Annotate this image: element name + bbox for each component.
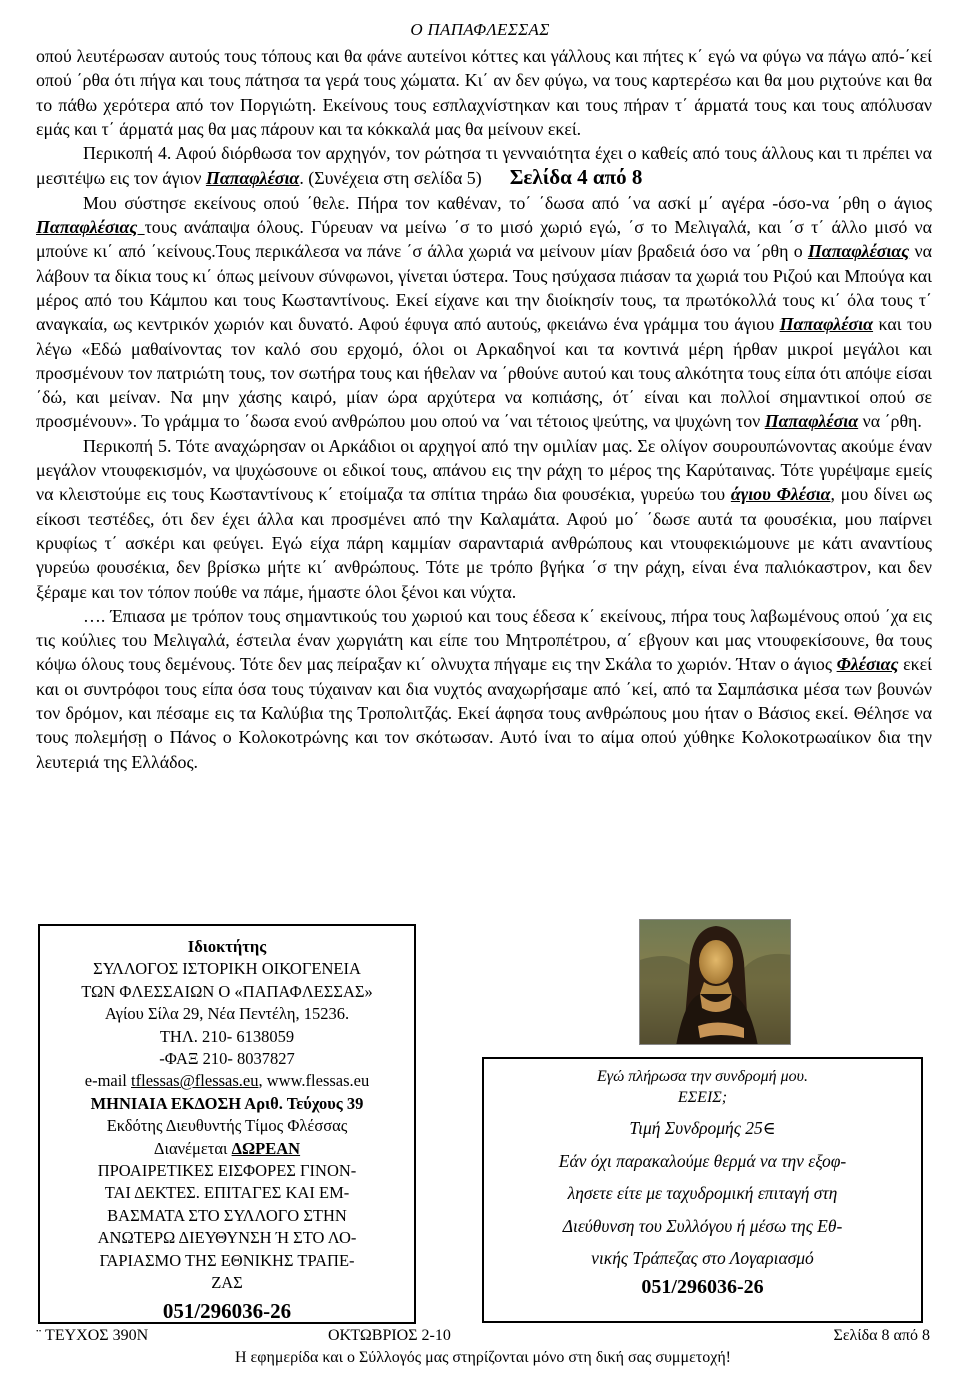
email-separator: , — [258, 1071, 267, 1091]
paragraph-4-text-a: Περικοπή 5. Τότε αναχώρησαν οι Αρκάδιοι οι αρχηγοί από την ομιλίαν μας. Σε ολίγον σουρουπώνοντας ακούμε έναν μεγάλον ντουφεκισμόν, να ψυχώσουνε οι εδικοί τους, απάνου εις την ράχη το μέρος της Καρύταινας. Τότε γυρέψαμε εμείς να κλειστούμε εις τους Κωσταντίνους κ΄ ετοίμαζα τα σπίτια τηράω δια φουσέκια, γυρεύω του — [36, 435, 932, 505]
publisher-line: Εκδότης Διευθυντής Τίμος Φλέσσας — [106, 1116, 348, 1136]
paragraph-5-text-b: εκεί και οι συντρόφοι τους είπα όσα τους τύχαιναν και δια νυχτός αναχωρήσαμε από ΄κεί, από τα Σαμπάσικα μέσα των βουνών τον δρόμον, και πέσαμε εις τα Καλύβια της Τροπολιτζάς. Εκεί άφησα τους ανθρώπους μου ήταν ο Βάσιος εκεί. Θέλησε να τους πολεμήσῃ ο Πάνος ο Κολοκοτρώνης και τον σκότωσαν. Αυτό ίναι το αίμα οπού χύθηκε Κολοκοτρωαίικον δια την λευτεριά της Ελλάδος. — [36, 654, 932, 772]
subscription-line-6: Διεύθυνση του Συλλόγου ή μέσω της Εθ- — [562, 1215, 843, 1236]
owner-line-11: ΤΑΙ ΔΕΚΤΕΣ. ΕΠΙΤΑΓΕΣ ΚΑΙ ΕΜ- — [104, 1183, 350, 1203]
distribution-text: Διανέμεται — [153, 1138, 232, 1158]
owner-line-2: ΤΩΝ ΦΛΕΣΣΑΙΩΝ Ο «ΠΑΠΑΦΛΕΣΣΑΣ» — [81, 981, 373, 1001]
paragraph-3-text-e: να ΄ρθη. — [858, 411, 922, 432]
subscription-line-1: Εγώ πλήρωσα την συνδρομή μου. — [597, 1068, 808, 1085]
paragraph-4 — [36, 434, 932, 604]
subscription-line-4: Εάν όχι παρακαλούμε θερμά να την εξοφ- — [558, 1150, 847, 1171]
papaflesia-link-3[interactable]: Παπαφλέσια — [779, 314, 874, 335]
continued-page-label: Σελίδα 4 από 8 — [509, 165, 643, 190]
subscription-bank-account: 051/296036-26 — [641, 1275, 764, 1298]
owner-line-13: ΑΝΩΤΕΡΩ ΔΙΕΥΘΥΝΣΗ Ή ΣΤΟ ΛΟ- — [97, 1228, 357, 1248]
owner-line-10: ΠΡΟΑΙΡΕΤΙΚΕΣ ΕΙΣΦΟΡΕΣ ΓΙΝΟΝ- — [97, 1161, 357, 1181]
paragraph-3-text-b: τους ανάπαψα όλους. Γύρευαν να μείνω ΄σ το μισό χωριό εγώ, ΄σ το Μελιγαλά, και ΄σ τ΄ άλλο μισό να μπούνε κι΄ από ΄κείνους.Τους περικάλεσα να πάνε ΄σ άλλα χωριά να μείνουν μίαν βραδειά όσο να ΄ρθη ο — [36, 217, 932, 262]
owner-contact — [40, 1070, 414, 1092]
papaflesia-link[interactable]: Παπαφλέσια — [205, 168, 300, 189]
flesias-link[interactable]: Φλέσιας — [836, 654, 899, 675]
papaflesia-link-4[interactable]: Παπαφλέσια — [764, 411, 859, 432]
owner-phone: ΤΗΛ. 210- 6138059 — [159, 1026, 295, 1046]
paragraph-3-text-d: και του λέγω «Εδώ μαθαίνοντας τον καλό σου ερχομό, όλοι οι Αρκαδηνοί και τα κοντινά μέρη ήρθαν μικροί μεγάλοι και προσμένουν τον πατριώτη τους, τον σωτήρα τους και ήθελαν να ΄ρθούνε αυτού και τους αλκότητα τους είπα ότι απόψε είσαι ΄δώ, και μείναν. Να μην χάσης καιρό, μίαν ώρα αρχύτερα να κοπιάσης, ότ΄ είναι και πολλοί σημαντικοί οπού σε προσμένουν». Το γράμμα το ΄δωσα ενού ανθρώπου μου οπού να ΄ναι τέτοιος ψεύτης, να ψυχώνη τον — [36, 314, 932, 432]
email-prefix: e-mail — [84, 1071, 132, 1091]
owner-line-15: ΖΑΣ — [211, 1273, 243, 1293]
monthly-edition: ΜΗΝΙΑΙΑ ΕΚΔΟΣΗ Αριθ. Τεύχους 39 — [90, 1093, 364, 1113]
paragraph-5 — [36, 604, 932, 774]
footer-issue: ¨ ΤΕΥΧΟΣ 390Ν — [36, 1327, 149, 1344]
paragraph-3-text-c: να λάβουν τα δίκια τους κι΄ όπως μείνουν σύνφωνοι, γίνεται ύστερα. Τους ησύχασα πιάσαν τα χωριά του Ριζού και Μπούγα και μέρος από του Κάμπου και τους Κωσταντίνους. Εκεί είχανε και την διοίκησίν τους, τα πρωτόκολλά τους κι΄ όλα τους τ΄ αναγκαία, ως κεντρικόν χωριόν και δυνατό. Αφού έφυγα από αυτούς, φκειάνω ένα γράμμα του άγιου — [36, 241, 932, 335]
paragraph-5-text-a: …. Έπιασα με τρόπον τους σημαντικούς του χωριού και τους έδεσα κ΄ εκείνους, πήρα τους λαβωμένους οπού ΄χα εις τις κούλιες του Μελιγαλά, έστειλα έναν χωργιάτη και είπε του Μητροπέτρου, α΄ εβγουν και μας ντουφεκίσουνε, θα τους κόψω όλους τους δεμένους. Τότε δεν μας πείραξαν κι΄ ολνυχτα πήγαμε εις την Σκάλα το χωριόν. Ήταν ο άγιος — [36, 605, 932, 675]
owner-address: Αγίου Σίλα 29, Νέα Πεντέλη, 15236. — [104, 1004, 350, 1024]
website-link[interactable]: www.flessas.eu — [266, 1071, 370, 1091]
distribution-line — [40, 1138, 414, 1160]
continued-note: . (Συνέχεια στη σελίδα 5) — [299, 168, 482, 189]
owner-bank-account: 051/296036-26 — [162, 1298, 292, 1323]
subscription-line-5: λησετε είτε με ταχυδρομική επιταγή στη — [567, 1183, 838, 1203]
portrait-svg — [640, 920, 791, 1045]
subscription-price: Τιμή Συνδρομής 25∈ — [629, 1118, 776, 1138]
portrait-painting-image — [639, 919, 791, 1045]
paragraph-3 — [36, 191, 932, 434]
paragraph-2-text: Περικοπή 4. Αφού διόρθωσα τον αρχηγόν, τον ρώτησα τι γενναιότητα έχει ο καθείς από τους άλλους και τι πρέπει να μεσιτέψω εις τον άγιον — [36, 143, 932, 189]
papaflesias-link-1[interactable]: Παπαφλέσιας — [36, 217, 145, 238]
papaflesias-link-2[interactable]: Παπαφλέσιας — [807, 241, 910, 262]
owner-info-box — [38, 924, 416, 1324]
owner-line-14: ΓΑΡΙΑΣΜΟ ΤΗΣ ΕΘΝΙΚΗΣ ΤΡΑΠΕ- — [99, 1250, 355, 1270]
paragraph-1 — [36, 44, 932, 141]
subscription-line-7: νικής Τράπεζας στο Λογαριασμό — [591, 1248, 814, 1268]
owner-line-12: ΒΑΣΜΑΤΑ ΣΤΟ ΣΥΛΛΟΓΟ ΣΤΗΝ — [107, 1205, 347, 1225]
subscription-box — [482, 1057, 923, 1323]
free-label: ΔΩΡΕΑΝ — [231, 1138, 301, 1158]
footer-date: ΟΚΤΩΒΡΙΟΣ 2-10 — [328, 1327, 451, 1344]
owner-fax: -ΦΑΞ 210- 8037827 — [159, 1049, 295, 1069]
paragraph-4-text-b: , μου δίνει ως είκοσι τεστέδες, ότι δεν έχει άλλα και προσμένει από την Καλαμάτα. Αφού μο΄ ΄δωσε αυτά τα φουσέκια, μου παίρνει κρυφίως τ΄ ασκέρι και φεύγει. Εγώ είχα πάρη καμμίαν σαρανταριά ανθρώπους και ντουφεκιώμουνε με κάτι αναντίους γυρεύω φουσέκια, δεν βρίσκω μήτε κι΄ ανθρώπους. Τότε με τρόπο βγήκα ΄σ την ράχη, είναι ένα παλιόκαστρον, και δεν ξέραμε και τον τόπον πούθε να πάμε, ήμαστε όλοι ξένοι και νύχτα. — [36, 484, 932, 602]
paragraph-3-text-a: Μου σύστησε εκείνους οπού ΄θελε. Πήρα τον καθέναν, το΄ ΄δωσα από ΄να ασκί μ΄ αγέρα -όσο-να ΄ρθη ο άγιος — [83, 192, 932, 213]
page-footer — [36, 1327, 930, 1366]
footer-row — [36, 1327, 930, 1366]
page-header-title: Ο ΠΑΠΑΦΛΕΣΣΑΣ — [410, 20, 550, 39]
paragraph-2 — [36, 141, 932, 191]
owner-line-1: ΣΥΛΛΟΓΟΣ ΙΣΤΟΡΙΚΗ ΟΙΚΟΓΕΝΕΙΑ — [93, 959, 361, 979]
paragraph-1-text: οπού λευτέρωσαν αυτούς τους τόπους και θα φάνε αυτείνοι κόττες και γάλλους και πήτες κ΄ εγώ να φύγω να πάγω από-΄κεί οπού ΄ρθα ότι πήγα και τους πάτησα τα γερά τους χώματα. Κι΄ αν δεν φύγω, να τους καρτερέσω και θα μου ριχτούνε και θα το πάθω χερότερα από τον Ποργιώτη. Εκείνους τους εσπλαχνίστηκαν και τους πήραν τ΄ άρματά τους και τους απόλυσαν εμάς και τ΄ άρματά μας θα μας πάρουν και τα κόκκαλά μας θα μείνουν εκεί. — [36, 46, 932, 139]
email-link[interactable]: tflessas@flessas.eu — [131, 1071, 259, 1091]
agiou-flesia-link[interactable]: άγιου Φλέσια — [730, 484, 831, 505]
article-body — [36, 44, 932, 774]
footer-page-number: Σελίδα 8 από 8 — [833, 1327, 930, 1344]
owner-heading: Ιδιοκτήτης — [187, 937, 267, 956]
subscription-line-2: ΕΣΕΙΣ; — [677, 1089, 728, 1106]
footer-note: Η εφημερίδα και ο Σύλλογός μας στηρίζονται μόνο στη δική σας συμμετοχή! — [234, 1349, 732, 1366]
